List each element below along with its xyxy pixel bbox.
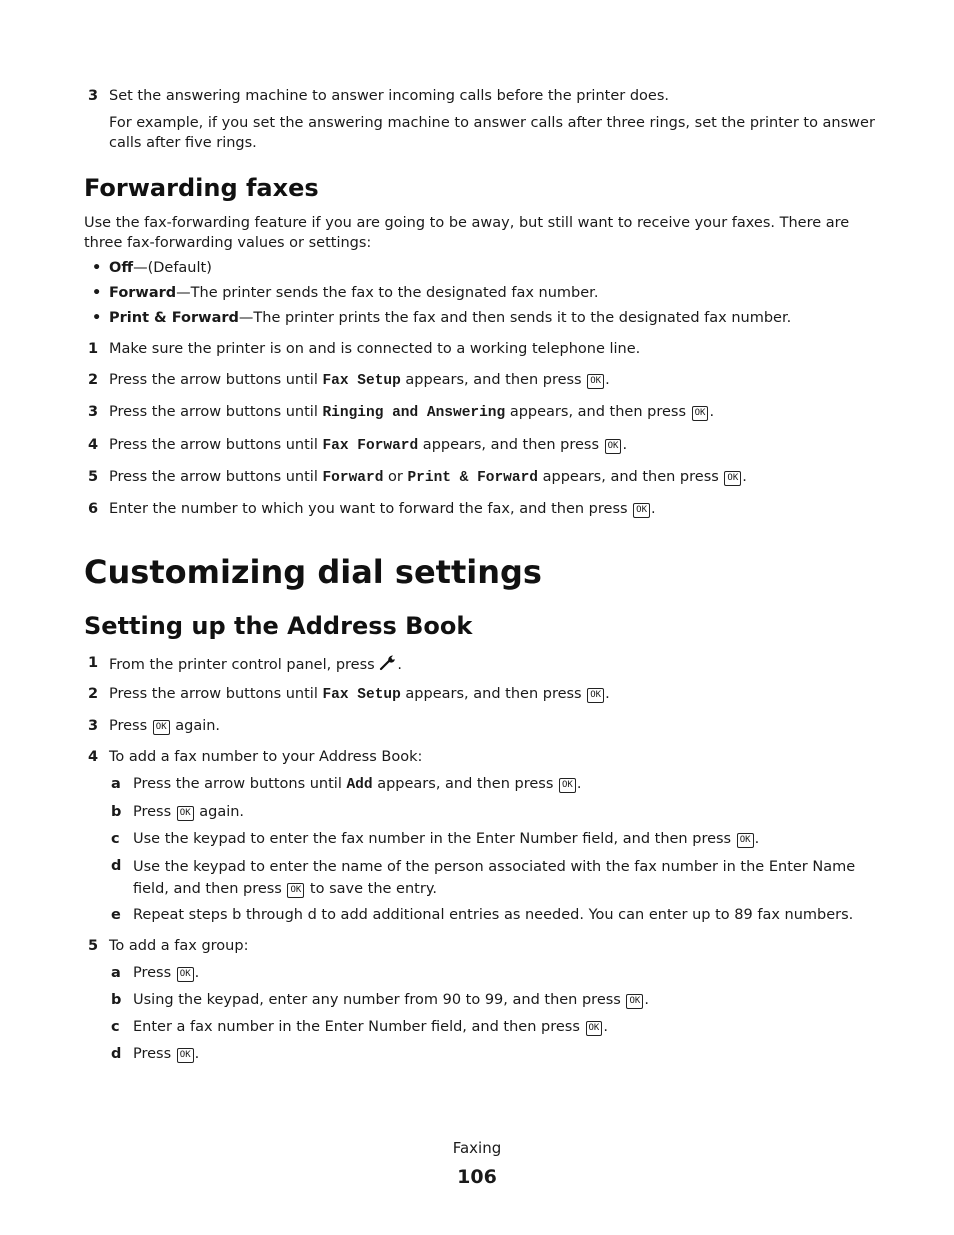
step-number: 6 bbox=[88, 501, 99, 517]
ok-key-icon: OK bbox=[587, 688, 604, 703]
chapter-heading: Customizing dial settings bbox=[84, 553, 542, 591]
forwarding-intro: Use the fax-forwarding feature if you are going to be away, but still want to receive your faxes. There are three fax-forwarding values or settings: bbox=[84, 215, 850, 251]
substep-letter: d bbox=[111, 858, 122, 874]
period: . bbox=[651, 501, 656, 517]
step-number: 2 bbox=[88, 686, 99, 702]
period: . bbox=[576, 776, 582, 792]
step-number: 3 bbox=[88, 404, 99, 420]
period: . bbox=[754, 831, 760, 847]
step-number: 2 bbox=[88, 372, 99, 388]
step-text: Enter the number to which you want to forward the fax, and then press bbox=[109, 501, 633, 517]
ok-key-icon: OK bbox=[177, 806, 194, 821]
step-text: again. bbox=[194, 804, 245, 820]
step-text: Using the keypad, enter any number from 90 to 99, and then press bbox=[133, 992, 626, 1008]
step-text: appears, and then press bbox=[400, 372, 587, 388]
step-text: Press bbox=[133, 804, 176, 820]
ok-key-icon: OK bbox=[587, 374, 604, 389]
ok-key-icon: OK bbox=[737, 833, 754, 848]
ok-key-icon: OK bbox=[586, 1021, 603, 1036]
step-text: appears, and then press bbox=[538, 469, 724, 485]
substep-letter: a bbox=[111, 776, 121, 792]
footer-section-label: Faxing bbox=[452, 1139, 502, 1157]
ok-key-icon: OK bbox=[287, 883, 304, 898]
ok-key-icon: OK bbox=[724, 471, 741, 486]
step-text: again. bbox=[170, 718, 221, 734]
substep-letter: d bbox=[111, 1046, 122, 1062]
menu-code: Fax Forward bbox=[322, 438, 419, 454]
menu-code: Forward bbox=[322, 470, 384, 486]
bullet-icon: • bbox=[92, 285, 102, 301]
step-text: To add a fax number to your Address Book: bbox=[109, 749, 423, 765]
note-text: For example, if you set the answering machine to answer calls after three rings, set the printer to answer calls after five rings. bbox=[109, 115, 875, 151]
bullet-term: Print & Forward bbox=[109, 310, 239, 326]
substep-letter: b bbox=[111, 804, 122, 820]
bullet-icon: • bbox=[92, 260, 102, 276]
period: . bbox=[194, 1046, 200, 1062]
step-text: From the printer control panel, press bbox=[109, 657, 380, 673]
step-text: Press the arrow buttons until bbox=[109, 372, 323, 388]
step-text: appears, and then press bbox=[505, 404, 691, 420]
period: . bbox=[709, 404, 715, 420]
step-text: Press the arrow buttons until bbox=[109, 404, 323, 420]
substep-item bbox=[84, 856, 874, 900]
step-number: 5 bbox=[88, 469, 99, 485]
period: . bbox=[644, 992, 649, 1008]
menu-code: Fax Setup bbox=[322, 687, 401, 703]
step-text: To add a fax group: bbox=[109, 938, 249, 954]
wrench-icon bbox=[379, 653, 397, 677]
section-heading-forwarding: Forwarding faxes bbox=[84, 174, 319, 202]
bullet-term: Forward bbox=[109, 285, 177, 301]
period: . bbox=[605, 686, 610, 702]
step-text: Press the arrow buttons until bbox=[109, 469, 323, 485]
step-text: Press the arrow buttons until bbox=[109, 437, 323, 453]
step-text: . bbox=[397, 657, 402, 673]
bullet-term: Off bbox=[109, 260, 134, 276]
ok-key-icon: OK bbox=[633, 503, 650, 518]
substep-letter: c bbox=[111, 831, 120, 847]
step-text: Press bbox=[133, 965, 176, 981]
step-number: 1 bbox=[88, 655, 99, 671]
menu-code: Print & Forward bbox=[407, 470, 538, 486]
step-number: 5 bbox=[88, 938, 99, 954]
substep-letter: e bbox=[111, 907, 121, 923]
period: . bbox=[603, 1019, 608, 1035]
step-number: 4 bbox=[88, 437, 99, 453]
ok-key-icon: OK bbox=[626, 994, 643, 1009]
period: . bbox=[742, 469, 747, 485]
step-text: or bbox=[383, 469, 408, 485]
step-text: Press bbox=[133, 1046, 176, 1062]
step-text: appears, and then press bbox=[372, 776, 559, 792]
step-text: Press the arrow buttons until bbox=[133, 776, 347, 792]
step-number: 3 bbox=[88, 718, 99, 734]
ok-key-icon: OK bbox=[153, 720, 170, 735]
step-text: Use the keypad to enter the fax number in the Enter Number field, and then press bbox=[133, 831, 736, 847]
substep-letter: a bbox=[111, 965, 121, 981]
step-text: Set the answering machine to answer incoming calls before the printer does. bbox=[109, 88, 669, 104]
substep-letter: b bbox=[111, 992, 122, 1008]
bullet-desc: —The printer sends the fax to the designated fax number. bbox=[176, 285, 599, 301]
page-number: 106 bbox=[457, 1166, 497, 1188]
step-text: Press the arrow buttons until bbox=[109, 686, 323, 702]
section-heading-address-book: Setting up the Address Book bbox=[84, 612, 473, 640]
period: . bbox=[605, 372, 610, 388]
step-text: Use the keypad to enter the name of the person associated with the fax number in the Enter Name field, and then press bbox=[133, 859, 856, 897]
bullet-desc: —(Default) bbox=[133, 260, 212, 276]
step-text: Enter a fax number in the Enter Number field, and then press bbox=[133, 1019, 585, 1035]
menu-code: Ringing and Answering bbox=[322, 405, 506, 421]
step-text: appears, and then press bbox=[400, 686, 587, 702]
ok-key-icon: OK bbox=[559, 778, 576, 793]
step-number: 4 bbox=[88, 749, 99, 765]
period: . bbox=[622, 437, 628, 453]
ok-key-icon: OK bbox=[177, 967, 194, 982]
step-number: 3 bbox=[88, 88, 99, 104]
step-text: Repeat steps b through d to add additional entries as needed. You can enter up to 89 fax numbers. bbox=[133, 907, 854, 923]
step-text: Make sure the printer is on and is connected to a working telephone line. bbox=[109, 341, 641, 357]
menu-code: Add bbox=[346, 777, 373, 793]
step-number: 1 bbox=[88, 341, 99, 357]
step-text: appears, and then press bbox=[418, 437, 604, 453]
ok-key-icon: OK bbox=[692, 406, 709, 421]
bullet-icon: • bbox=[92, 310, 102, 326]
menu-code: Fax Setup bbox=[322, 373, 401, 389]
step-text: Press bbox=[109, 718, 152, 734]
ok-key-icon: OK bbox=[177, 1048, 194, 1063]
period: . bbox=[194, 965, 200, 981]
bullet-desc: —The printer prints the fax and then sends it to the designated fax number. bbox=[238, 310, 792, 326]
substep-letter: c bbox=[111, 1019, 120, 1035]
ok-key-icon: OK bbox=[605, 439, 622, 454]
step-text: to save the entry. bbox=[305, 881, 437, 897]
